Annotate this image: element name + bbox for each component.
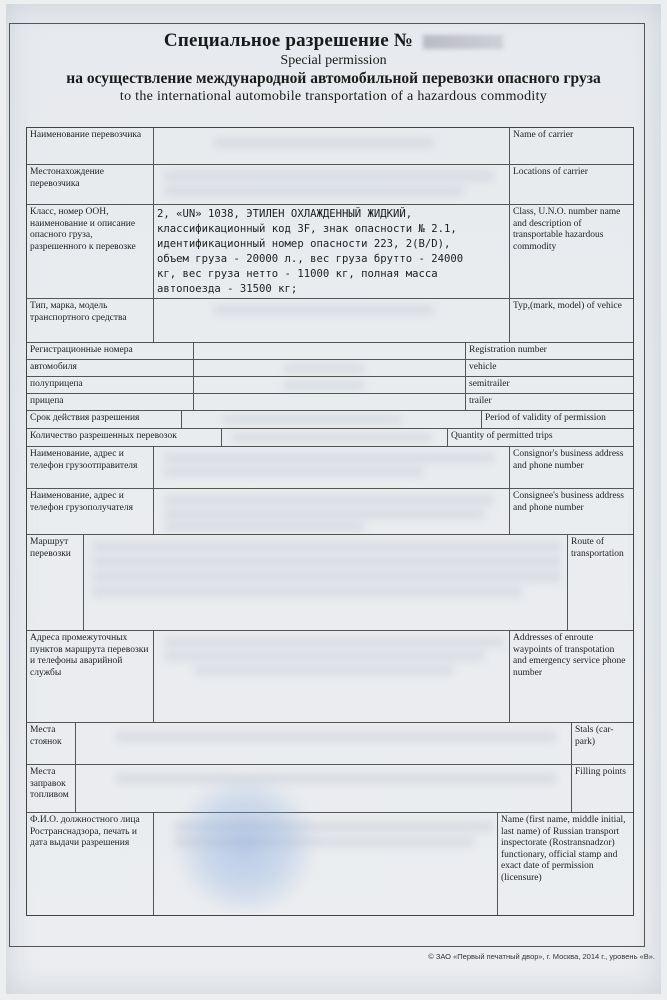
row-vehicle-type <box>27 298 633 342</box>
row-reg-trailer <box>27 393 633 410</box>
location-label-ru: Местонахождение перевозчика <box>30 167 104 189</box>
row-route <box>27 534 633 630</box>
row-class <box>27 204 633 298</box>
row-registration <box>27 342 633 359</box>
vehicle-label-en: vehicle <box>465 360 633 376</box>
semitrailer-label-ru: полуприцепа <box>30 379 83 389</box>
consignee-label-ru: Наименование, адрес и телефон грузополучателя <box>30 491 133 513</box>
class-label-en: Class, U.N.O. number name and description of transportable hazardous commodity <box>509 205 633 298</box>
consignee-value-redacted <box>153 489 509 534</box>
carrier-label-ru: Наименование перевозчика <box>30 130 142 140</box>
document-header <box>0 30 667 105</box>
type-value-redacted <box>153 299 509 342</box>
official-label-en: Name (first name, middle initial, last name) of Russian transport inspectorate (Rostransnadzor) functionary, official stamp and exact date of permission (licensure) <box>497 813 633 915</box>
consignee-label-en: Consignee's business address and phone number <box>509 489 633 534</box>
trips-value-redacted <box>221 429 447 446</box>
row-consignee <box>27 488 633 534</box>
vehicle-label-ru: автомобиля <box>30 362 77 372</box>
row-reg-vehicle <box>27 359 633 376</box>
row-filling <box>27 764 633 812</box>
carrier-label-en: Name of carrier <box>509 128 633 164</box>
class-label-ru: Класс, номер ООН, наименование и описание опасного груза, разрешенного к перевозке <box>30 207 136 252</box>
trips-label-ru: Количество разрешенных перевозок <box>30 431 177 441</box>
filling-label-en: Filling points <box>571 765 633 812</box>
route-value-redacted <box>83 535 567 630</box>
filling-label-ru: Места заправок топливом <box>30 767 69 800</box>
row-stals <box>27 722 633 764</box>
trailer-label-en: trailer <box>465 394 633 410</box>
row-official <box>27 812 633 915</box>
consignor-label-ru: Наименование, адрес и телефон грузоотправителя <box>30 449 138 471</box>
subtitle-ru: на осуществление международной автомобильной перевозки опасного груза <box>66 70 601 87</box>
enroute-label-ru: Адреса промежуточных пунктов маршрута перевозки и телефоны аварийной службы <box>30 633 149 678</box>
carrier-value-redacted <box>153 128 509 164</box>
row-consignor <box>27 446 633 488</box>
consignor-value-redacted <box>153 447 509 488</box>
consignor-label-en: Consignor's business address and phone number <box>509 447 633 488</box>
row-location <box>27 164 633 204</box>
trailer-label-ru: прицепа <box>30 396 64 406</box>
type-label-ru: Тип, марка, модель транспортного средства <box>30 301 127 323</box>
enroute-label-en: Addresses of enroute waypoints of transpotation and emergency service phone number <box>509 631 633 722</box>
route-label-en: Route of transportation <box>567 535 633 630</box>
row-trips <box>27 428 633 446</box>
row-reg-semitrailer <box>27 376 633 393</box>
title-ru: Специальное разрешение № <box>163 30 414 51</box>
subtitle-en: to the international automobile transportation of a hazardous commodity <box>119 89 548 104</box>
row-carrier <box>27 128 633 164</box>
validity-label-en: Period of validity of permission <box>481 411 633 428</box>
row-enroute <box>27 630 633 722</box>
permit-form <box>26 127 634 916</box>
permit-number-redacted <box>423 35 503 49</box>
printer-footer: © ЗАО «Первый печатный двор», г. Москва, 2014 г., уровень «В». <box>428 952 655 961</box>
class-value: 2, «UN» 1038, ЭТИЛЕН ОХЛАЖДЕННЫЙ ЖИДКИЙ, классификационный код 3F, знак опасности № 2.1, идентификационный номер опасности 223, 2(B/D), объем груза - 20000 л., вес груза брутто - 24000 кг, вес груза нетто - 11000 кг, полная масса автопоезда - 31500 кг; <box>153 205 509 298</box>
semitrailer-value-redacted <box>193 377 465 393</box>
validity-label-ru: Срок действия разрешения <box>30 413 140 423</box>
trips-label-en: Quantity of permitted trips <box>447 429 633 446</box>
enroute-value-redacted <box>153 631 509 722</box>
stals-label-en: Stals (car-park) <box>571 723 633 764</box>
route-label-ru: Маршрут перевозки <box>30 537 71 559</box>
stals-value-redacted <box>75 723 571 764</box>
semitrailer-label-en: semitrailer <box>465 377 633 393</box>
registration-label-en: Registration number <box>465 343 633 359</box>
location-value-redacted <box>153 165 509 204</box>
validity-value-redacted <box>181 411 481 428</box>
official-label-ru: Ф.И.О. должностного лица Ространснадзора, печать и дата выдачи разрешения <box>30 815 140 848</box>
filling-value-redacted <box>75 765 571 812</box>
type-label-en: Typ,(mark, model) of vehice <box>509 299 633 342</box>
row-validity <box>27 410 633 428</box>
title-en: Special permission <box>280 53 387 68</box>
vehicle-value-redacted <box>193 360 465 376</box>
registration-label-ru: Регистрационные номера <box>30 345 133 355</box>
stals-label-ru: Места стоянок <box>30 725 62 747</box>
official-stamp <box>170 780 320 910</box>
location-label-en: Locations of carrier <box>509 165 633 204</box>
